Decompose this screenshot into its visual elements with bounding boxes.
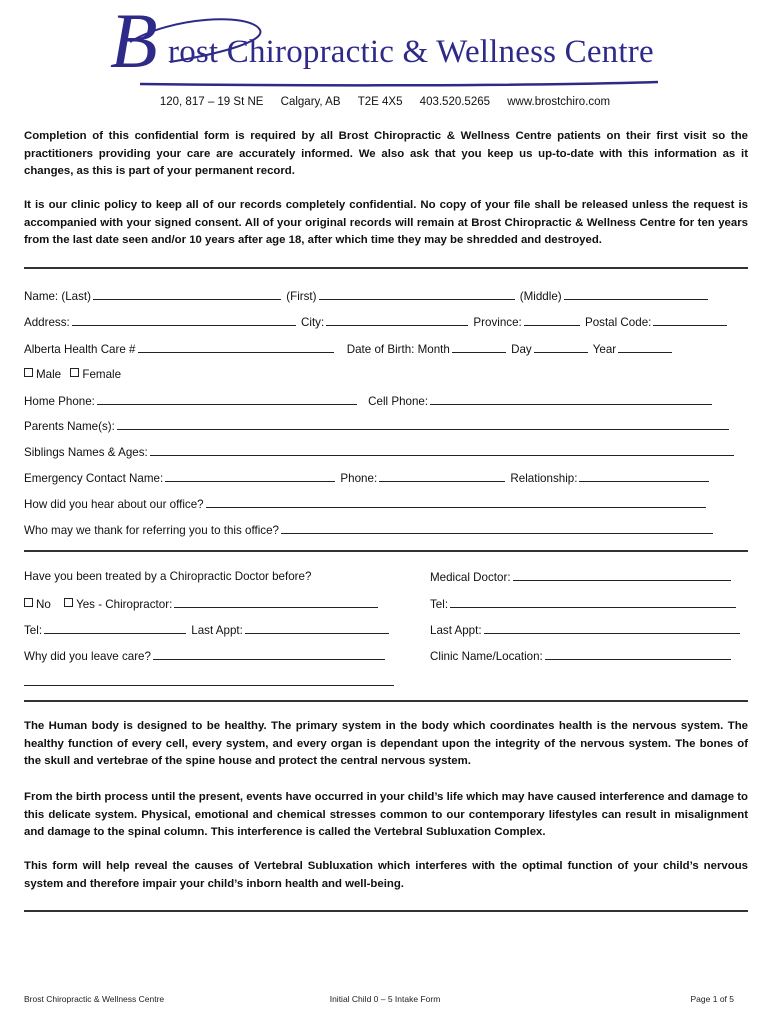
dob-year-field[interactable] [618,341,672,353]
chiropractor-field[interactable] [174,596,378,608]
emergency-phone-label: Phone: [340,472,378,485]
intro-paragraph-1: Completion of this confidential form is required by all Brost Chiropractic & Wellness Centre patients on their first visit so the practitioners providing your care are accurately informed. We also ask that you keep us up-to-date with this information as it changes, as this is part of your permanent record. [24,130,748,177]
last-name-field[interactable] [93,288,281,300]
first-name-field[interactable] [319,288,515,300]
treated-row [24,596,380,613]
address-postal: T2E 4X5 [357,96,403,108]
why-leave-row [24,648,387,665]
health-row [24,341,674,358]
md-last-appt-field[interactable] [484,622,740,634]
no-checkbox[interactable] [24,598,33,607]
md-tel-row [430,596,738,613]
footer-center: Initial Child 0 – 5 Intake Form [329,994,441,1004]
logo-initial: B [110,0,158,84]
address-row [24,314,729,331]
divider [24,910,748,912]
logo-title: rost Chiropractic & Wellness Centre [168,34,654,70]
thank-row [24,522,715,539]
why-leave-label: Why did you leave care? [24,650,151,663]
hear-row [24,496,708,513]
address-city: Calgary, AB [280,96,341,108]
siblings-row [24,444,736,461]
parents-label: Parents Name(s): [24,420,115,433]
why-leave-field-2[interactable] [24,674,394,686]
phone-row [24,393,714,410]
health-care-field[interactable] [138,341,334,353]
siblings-label: Siblings Names & Ages: [24,446,148,459]
emergency-field[interactable] [165,470,335,482]
medical-doctor-field[interactable] [513,569,731,581]
female-label: Female [82,368,122,381]
male-label: Male [36,368,62,381]
chiro-tel-row [24,622,391,639]
medical-doctor-row [430,569,733,586]
city-label: City: [301,316,325,329]
parents-field[interactable] [117,418,729,430]
emergency-phone-field[interactable] [379,470,505,482]
cell-phone-field[interactable] [430,393,712,405]
clinic-row [430,648,733,665]
province-field[interactable] [524,314,580,326]
address-street: 120, 817 – 19 St NE [159,96,264,108]
why-leave-field[interactable] [153,648,385,660]
divider [24,267,748,269]
divider [24,700,748,702]
chiro-tel-label: Tel: [24,624,43,637]
md-last-appt-row [430,622,742,639]
chiro-last-appt-label: Last Appt: [191,624,243,637]
address-label: Address: [24,316,70,329]
intro-paragraph-2: It is our clinic policy to keep all of our records completely confidential. No copy of your file shall be released unless the request is accompanied with your signed consent. All of your original records will remain at Brost Chiropractic & Wellness Centre for ten years from the last date seen and/or 10 years after age 18, after which time they may be shredded and destroyed. [24,199,748,246]
chiro-tel-field[interactable] [44,622,186,634]
thank-field[interactable] [281,522,713,534]
divider [24,550,748,552]
clinic-address [0,96,770,108]
page-number: Page 1 of 5 [690,994,734,1004]
dob-month-field[interactable] [452,341,506,353]
clinic-logo [110,0,670,92]
parents-row [24,418,731,435]
first-name-label: (First) [286,290,317,303]
why-leave-row-2 [24,674,396,691]
cell-phone-label: Cell Phone: [368,395,429,408]
female-checkbox[interactable] [70,368,79,377]
last-name-label: Name: (Last) [24,290,92,303]
thank-label: Who may we thank for referring you to this office? [24,524,279,537]
dob-day-label: Day [511,343,532,356]
dob-year-label: Year [592,343,617,356]
hear-label: How did you hear about our office? [24,498,204,511]
middle-name-label: (Middle) [519,290,562,303]
male-checkbox[interactable] [24,368,33,377]
md-tel-label: Tel: [430,598,449,611]
medical-doctor-label: Medical Doctor: [430,571,511,584]
province-label: Province: [473,316,522,329]
postal-field[interactable] [653,314,727,326]
health-care-label: Alberta Health Care # [24,343,136,356]
home-phone-field[interactable] [97,393,357,405]
md-last-appt-label: Last Appt: [430,624,482,637]
chiro-last-appt-field[interactable] [245,622,389,634]
clinic-field[interactable] [545,648,731,660]
dob-day-field[interactable] [534,341,588,353]
postal-label: Postal Code: [584,316,652,329]
body-paragraph-3: This form will help reveal the causes of Vertebral Subluxation which interferes with the optimal function of your child’s nervous system and therefore impair your child’s inborn health and well-being. [24,860,748,890]
yes-checkbox[interactable] [64,598,73,607]
home-phone-label: Home Phone: [24,395,95,408]
name-row [24,288,710,305]
emergency-label: Emergency Contact Name: [24,472,164,485]
relationship-field[interactable] [579,470,709,482]
address-phone: 403.520.5265 [419,96,491,108]
address-website: www.brostchiro.com [507,96,611,108]
body-paragraph-1: The Human body is designed to be healthy. The primary system in the body which coordinates health is the nervous system. The healthy function of every cell, every system, and every organ is dependant upon the integrity of the nervous system. The bones of the skull and vertebrae of the spine house and protect the central nervous system. [24,720,748,767]
footer-left: Brost Chiropractic & Wellness Centre [24,994,165,1004]
hear-field[interactable] [206,496,706,508]
treated-question: Have you been treated by a Chiropractic Doctor before? [24,570,312,583]
gender-row [24,367,121,383]
body-paragraph-2: From the birth process until the present, events have occurred in your child’s life which may have caused interference and damage to this delicate system. Physical, emotional and chemical stresses common to our contemporary lifestyles can result in misalignment and damage to the spinal column. This interference is called the Vertebral Subluxation Complex. [24,791,748,838]
emergency-row [24,470,711,487]
dob-month-label: Date of Birth: Month [346,343,450,356]
middle-name-field[interactable] [564,288,708,300]
city-field[interactable] [326,314,468,326]
address-field[interactable] [72,314,296,326]
no-label: No [36,598,51,611]
yes-label: Yes - Chiropractor: [76,598,173,611]
md-tel-field[interactable] [450,596,736,608]
clinic-label: Clinic Name/Location: [430,650,543,663]
siblings-field[interactable] [150,444,734,456]
relationship-label: Relationship: [510,472,578,485]
